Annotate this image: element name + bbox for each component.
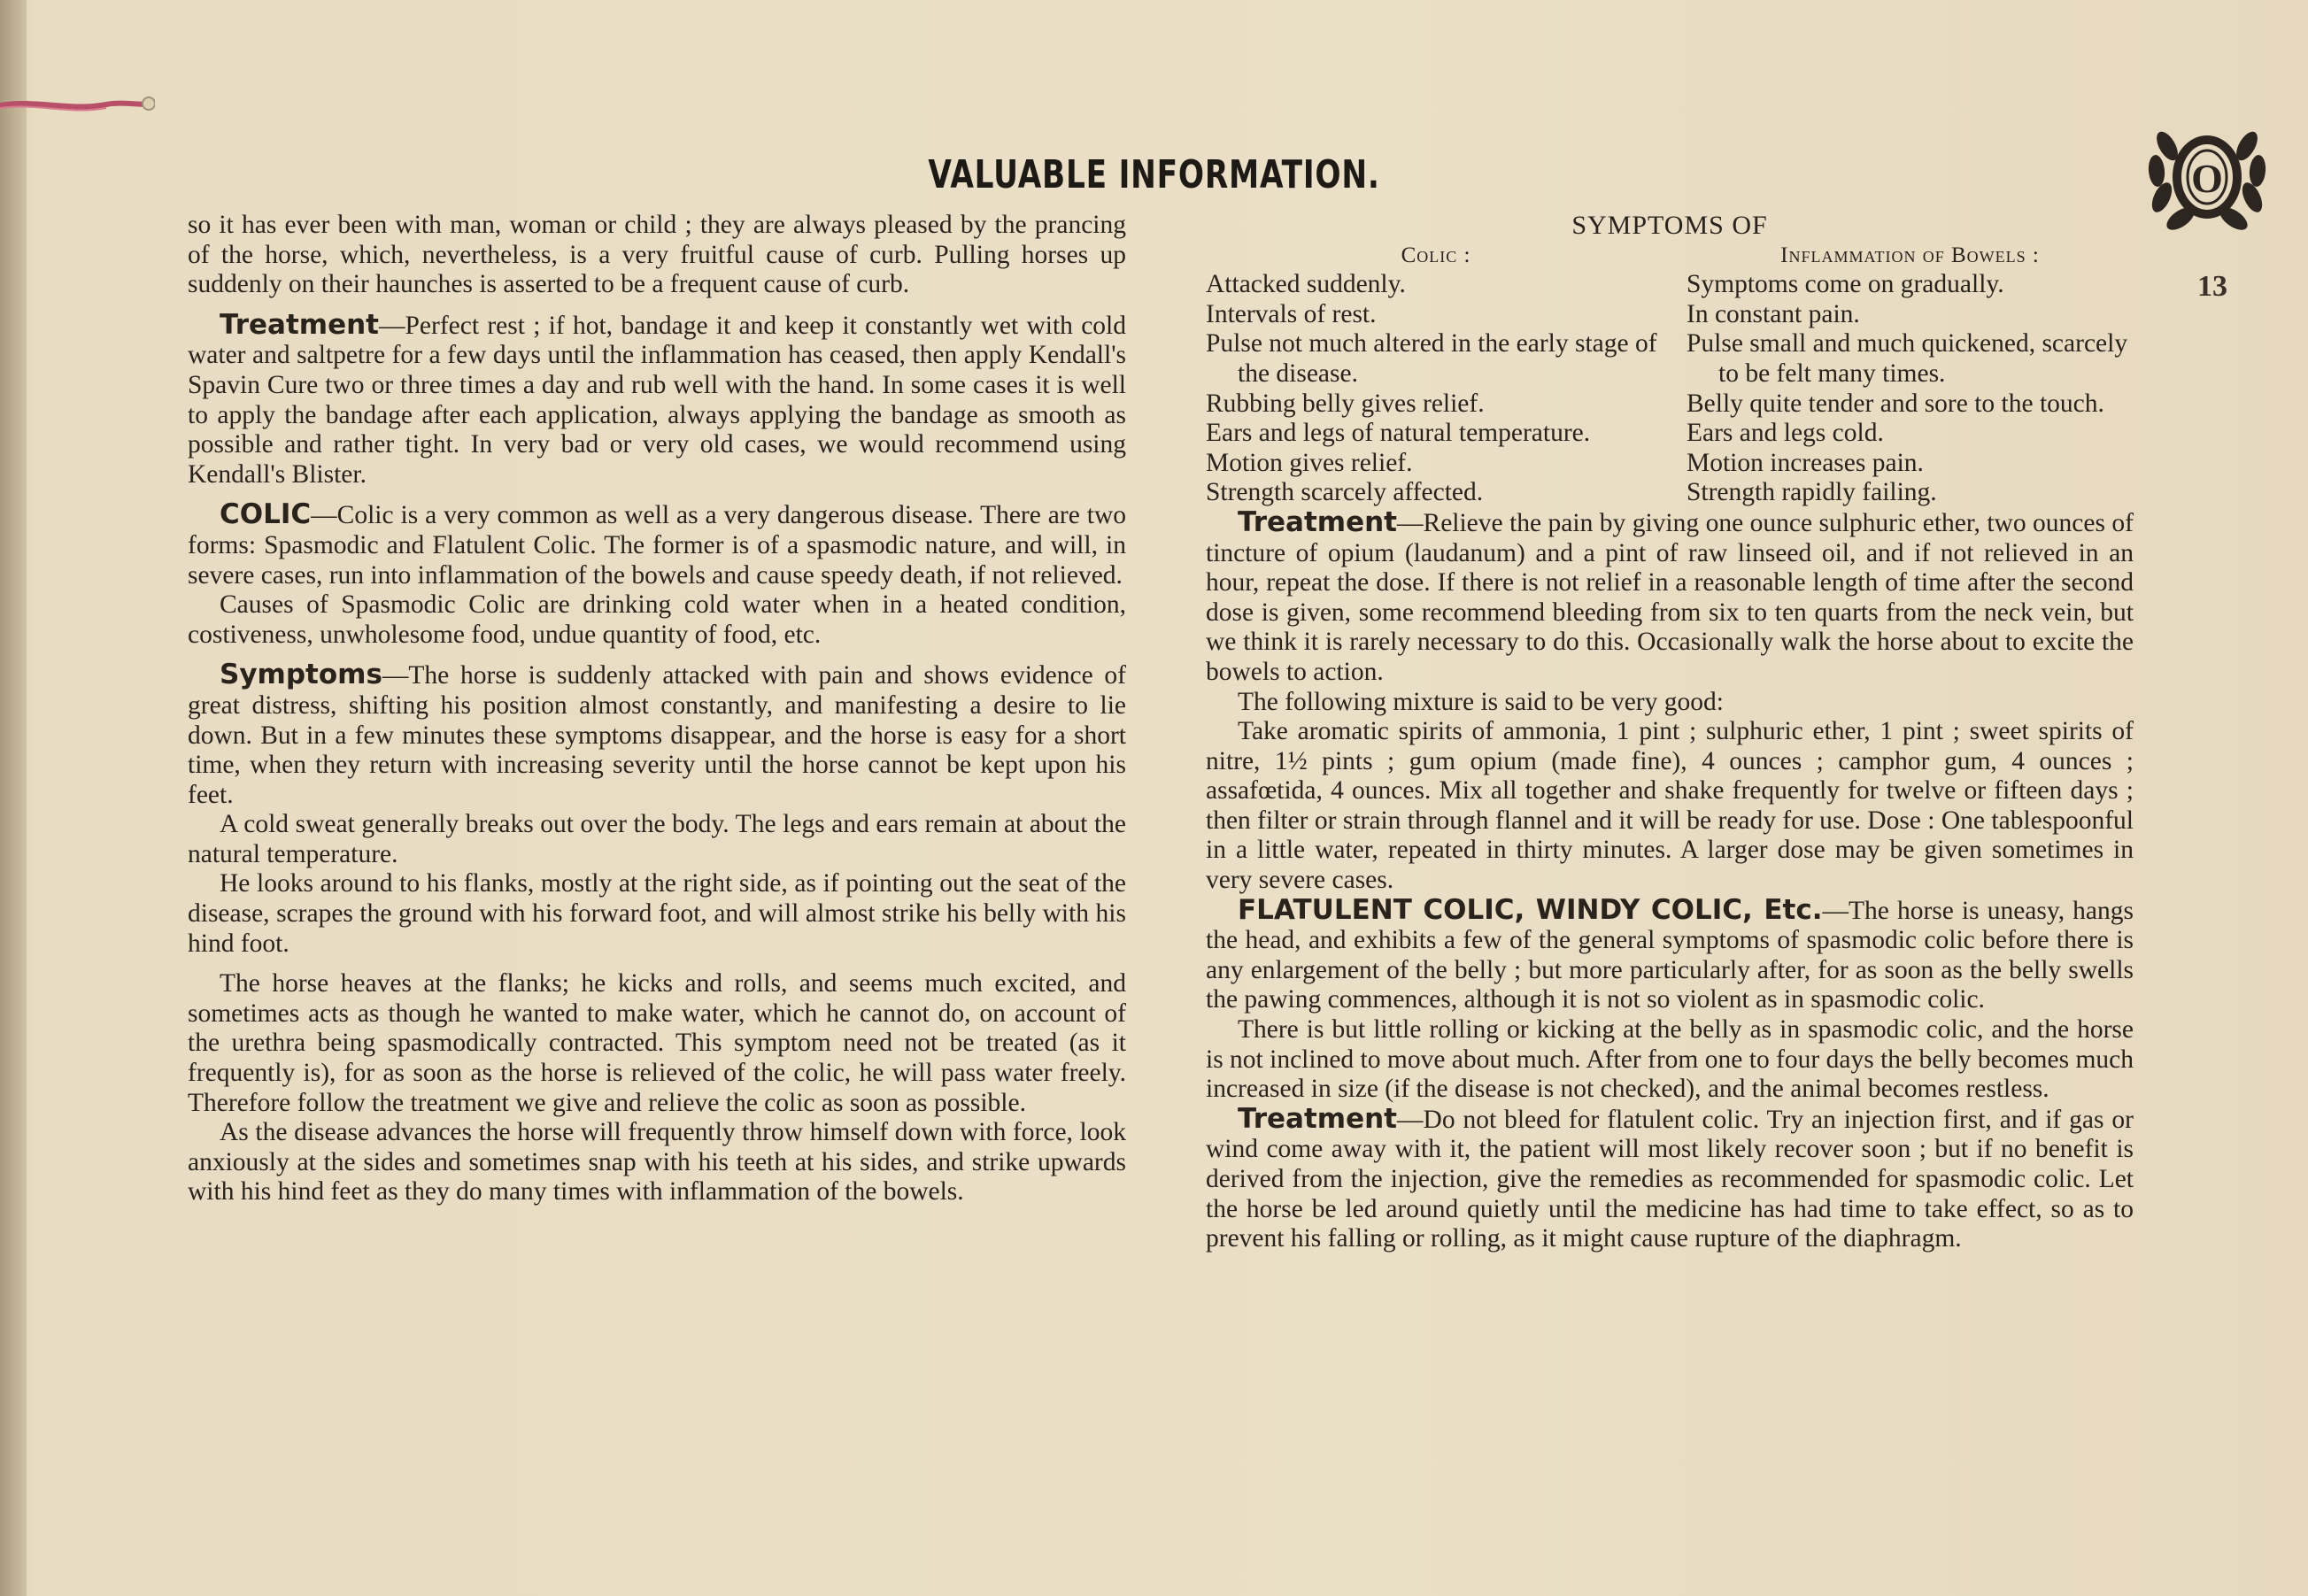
page-heading: VALUABLE INFORMATION. [928, 152, 1380, 197]
paragraph-mixture-intro: The following mixture is said to be very good: [1238, 687, 1724, 716]
paragraph-rolling: There is but little rolling or kicking at the belly as in spasmodic colic, and the horse is not inclined to move about much. After from one to four days the belly becomes much increased in size (if the disease is not checked), and the animal becomes restless. [1206, 1015, 2134, 1104]
inflammation-symptom-item: Pulse small and much quickened, scarcely to be felt many times. [1687, 329, 2128, 388]
paragraph-mixture-recipe: Take aromatic spirits of ammonia, 1 pint ; sulphuric ether, 1 pint ; sweet spirits of nitre, 1½ pints ; gum opium (made fine), 4 ounces ; camphor gum, 4 ounces ; assafœtida, 4 ounces. Mix all together and shake frequently for twelve or fifteen days ; then filter or strain through flannel and it will be ready for use. Dose : One tablespoonful in a little water, repeated in thirty minutes. A larger dose may be given sometimes in very severe cases. [1206, 717, 2134, 895]
paragraph-colic-causes: Causes of Spasmodic Colic are drinking cold water when in a heated condition, costiveness, unwholesome food, undue quantity of food, etc. [188, 590, 1126, 649]
inflammation-symptom-item: Belly quite tender and sore to the touch. [1687, 389, 2104, 418]
symptoms-table-title: SYMPTOMS OF [1571, 211, 1768, 240]
colic-column-heading: Colic : [1401, 243, 1471, 267]
colic-symptom-item: Attacked suddenly. [1206, 270, 1406, 299]
colic-symptom-item: Pulse not much altered in the early stage of the disease. [1206, 329, 1657, 388]
inflammation-symptoms-column [1687, 241, 2134, 508]
inflammation-symptom-item: Ears and legs cold. [1687, 419, 1884, 448]
symptoms-comparison-table [1206, 241, 2134, 508]
colic-symptom-item: Intervals of rest. [1206, 299, 1377, 328]
colic-symptom-item: Motion gives relief. [1206, 448, 1413, 477]
inflammation-symptom-item: In constant pain. [1687, 299, 1860, 328]
inflammation-symptom-item: Symptoms come on gradually. [1687, 270, 2004, 299]
paragraph-cold-sweat: A cold sweat generally breaks out over the body. The legs and ears remain at about the natural temperature. [188, 810, 1126, 868]
inflammation-symptom-item: Motion increases pain. [1687, 448, 1924, 477]
binding-gutter [0, 0, 27, 1596]
left-column [188, 211, 1126, 1207]
paragraph-curb-intro: so it has ever been with man, woman or child ; they are always pleased by the prancing of the horse, which, nevertheless, is a very fruitful cause of curb. Pulling horses up suddenly on their haunches is asserted to be a frequent cause of curb. [188, 211, 1126, 299]
wreath-monogram-icon [2141, 111, 2273, 243]
paragraph-disease-advances: As the disease advances the horse will frequently throw himself down with force, look anxiously at the sides and sometimes snap with his teeth at his sides, and strike upwards with his hind feet as they do many times with inflammation of the bowels. [188, 1118, 1126, 1207]
colic-symptom-item: Ears and legs of natural temperature. [1206, 419, 1591, 448]
paragraph-colic: COLIC—Colic is a very common as well as a very dangerous disease. There are two forms: Spasmodic and Flatulent Colic. The former is of a spasmodic nature, and will, in severe cases, run into inflammation of the bowels and cause speedy death, if not relieved. [188, 498, 1126, 590]
inflammation-column-heading: Inflammation of Bowels : [1780, 243, 2040, 267]
paragraph-heaves: The horse heaves at the flanks; he kicks and rolls, and seems much excited, and sometimes acts as though he wanted to make water, which he cannot do, on account of the urethra being spasmodically contracted. This symptom need not be treated (as it frequently is), for as soon as the horse is relieved of the colic, he will pass water freely. Therefore follow the treatment we give and relieve the colic as soon as possible. [188, 969, 1126, 1117]
right-column [1206, 211, 2134, 1254]
page-number: 13 [2197, 270, 2227, 303]
colic-symptom-item: Rubbing belly gives relief. [1206, 389, 1485, 418]
paragraph-flanks: He looks around to his flanks, mostly at the right side, as if pointing out the seat of the disease, scrapes the ground with his forward foot, and will almost strike his belly with his hind foot. [188, 869, 1126, 958]
paragraph-colic-treatment: Treatment—Relieve the pain by giving one ounce sulphuric ether, two ounces of tincture of opium (laudanum) and a pint of raw linseed oil, and if not relieved in an hour, repeat the dose. If there is not relief in a reasonable length of time after the second dose is given, some recommend bleeding from six to ten quarts from the neck vein, but we think it is rarely necessary to do this. Occasionally walk the horse about to excite the bowels to action. [1206, 505, 2134, 686]
colic-symptom-item: Strength scarcely affected. [1206, 478, 1484, 507]
paragraph-curb-treatment: Treatment—Perfect rest ; if hot, bandage it and keep it constantly wet with cold water and saltpetre for a few days until the inflammation has ceased, then apply Kendall's Spavin Cure two or three times a day and rub well with the hand. In some cases it is well to apply the bandage after each application, always applying the bandage as smooth as possible and rather tight. In very bad or very old cases, we would recommend using Kendall's Blister. [188, 308, 1126, 489]
paragraph-flatulent-treatment: Treatment—Do not bleed for flatulent colic. Try an injection first, and if gas or wind come away with it, the patient will most likely recover soon ; but if no benefit is derived from the injection, give the remedies as recommended for spasmodic colic. Let the horse be led around quietly until the medicine has had time to take effect, so as to prevent his falling or rolling, as it might cause rupture of the diaphragm. [1206, 1102, 2134, 1253]
colic-symptoms-column [1206, 241, 1666, 508]
paragraph-flatulent-colic: FLATULENT COLIC, WINDY COLIC, Etc.—The horse is uneasy, hangs the head, and exhibits a few of the general symptoms of spasmodic colic before there is any enlargement of the belly ; but more particularly after, for as soon as the belly swells the pawing commences, although it is not so violent as in spasmodic colic. [1206, 893, 2134, 1014]
paragraph-symptoms: Symptoms—The horse is suddenly attacked with pain and shows evidence of great distress, shifting his position almost constantly, and manifesting a desire to lie down. But in a few minutes these symptoms disappear, and the horse is easy for a short time, when they return with increasing severity until the horse cannot be kept upon his feet. [188, 659, 1126, 809]
monogram-letter: O [2191, 156, 2223, 201]
binding-thread-icon [0, 96, 155, 115]
inflammation-symptom-item: Strength rapidly failing. [1687, 478, 1937, 507]
